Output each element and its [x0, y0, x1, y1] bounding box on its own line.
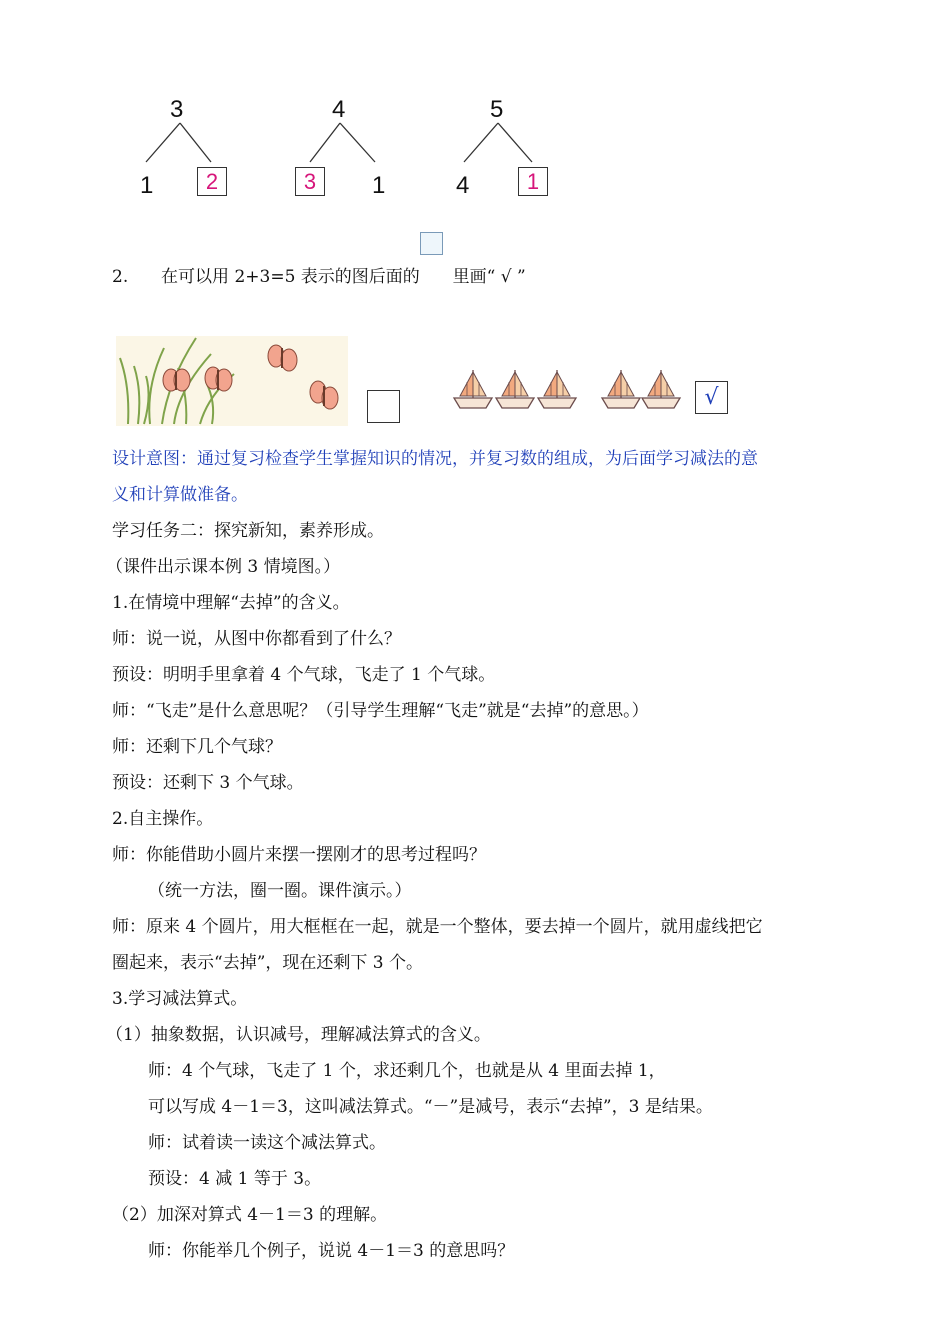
teacher-line: 师：还剩下几个气球？	[112, 737, 282, 757]
picture1-checkbox[interactable]	[367, 390, 400, 423]
step-3-heading: 3.学习减法算式。	[112, 989, 248, 1009]
teacher-line-continued: 可以写成 4－1＝3，这叫减法算式。“－”是减号，表示“去掉”，3 是结果。	[148, 1097, 713, 1117]
grass-butterflies-picture	[116, 336, 348, 426]
tree2-whole: 4	[332, 96, 346, 123]
picture2-checkbox[interactable]: √	[695, 381, 728, 414]
sailboat-icon	[642, 370, 680, 408]
tree3-left-part: 4	[456, 172, 470, 199]
tree1-left-part: 1	[140, 172, 154, 199]
preset-answer-line: 预设：4 减 1 等于 3。	[148, 1169, 322, 1189]
teacher-line: 师：原来 4 个圆片，用大框框在一起，就是一个整体，要去掉一个圆片，就用虚线把它	[112, 917, 763, 937]
sub-step-2-heading: （2）加深对算式 4－1＝3 的理解。	[112, 1205, 388, 1225]
teacher-line: 师：你能举几个例子，说说 4－1＝3 的意思吗？	[148, 1241, 515, 1261]
question-text-before: 在可以用 2+3=5 表示的图后面的	[161, 267, 420, 287]
preset-answer-line: 预设：还剩下 3 个气球。	[112, 773, 304, 793]
question-text-after: 里画“ √ ”	[452, 267, 526, 287]
question-2	[112, 262, 526, 287]
step-1-heading: 1.在情境中理解“去掉”的含义。	[112, 593, 350, 613]
sub-step-1-heading: （1）抽象数据，认识减号，理解减法算式的含义。	[106, 1025, 491, 1045]
step-2-heading: 2.自主操作。	[112, 809, 214, 829]
preset-answer-line: 预设：明明手里拿着 4 个气球，飞走了 1 个气球。	[112, 665, 496, 685]
teacher-line: 师：说一说，从图中你都看到了什么？	[112, 629, 401, 649]
tree3-whole: 5	[490, 96, 504, 123]
sailboat-icon	[496, 370, 534, 408]
sailboat-icon	[602, 370, 640, 408]
question-number: 2.	[112, 267, 129, 287]
teacher-line: 师：你能借助小圆片来摆一摆刚才的思考过程吗？	[112, 845, 486, 865]
tree2-left-answer-box: 3	[295, 167, 325, 196]
teacher-line: 师：“飞走”是什么意思呢？（引导学生理解“飞走”就是“去掉”的意思。）	[112, 701, 649, 721]
small-box-icon	[420, 232, 443, 255]
number-composition-trees	[0, 0, 950, 230]
teacher-line-continued: 圈起来，表示“去掉”，现在还剩下 3 个。	[112, 953, 424, 973]
task-two-heading: 学习任务二：探究新知，素养形成。	[112, 521, 384, 541]
butterfly-icon	[163, 369, 190, 391]
tree1-right-answer-box: 2	[197, 167, 227, 196]
sailboat-icon	[454, 370, 492, 408]
method-note: （统一方法，圈一圈。课件演示。）	[148, 881, 412, 901]
courseware-note: （课件出示课本例 3 情境图。）	[106, 557, 341, 577]
butterfly-icon	[205, 367, 232, 391]
tree2-right-part: 1	[372, 172, 386, 199]
design-intent-line1: 设计意图：通过复习检查学生掌握知识的情况，并复习数的组成，为后面学习减法的意	[112, 449, 758, 469]
sailboats-picture	[452, 368, 682, 413]
teacher-line: 师：试着读一读这个减法算式。	[148, 1133, 386, 1153]
tree3-right-answer-box: 1	[518, 167, 548, 196]
design-intent-line2: 义和计算做准备。	[112, 485, 248, 505]
sailboat-icon	[538, 370, 576, 408]
teacher-line: 师：4 个气球，飞走了 1 个，求还剩几个，也就是从 4 里面去掉 1，	[148, 1061, 666, 1081]
tree1-whole: 3	[170, 96, 184, 123]
